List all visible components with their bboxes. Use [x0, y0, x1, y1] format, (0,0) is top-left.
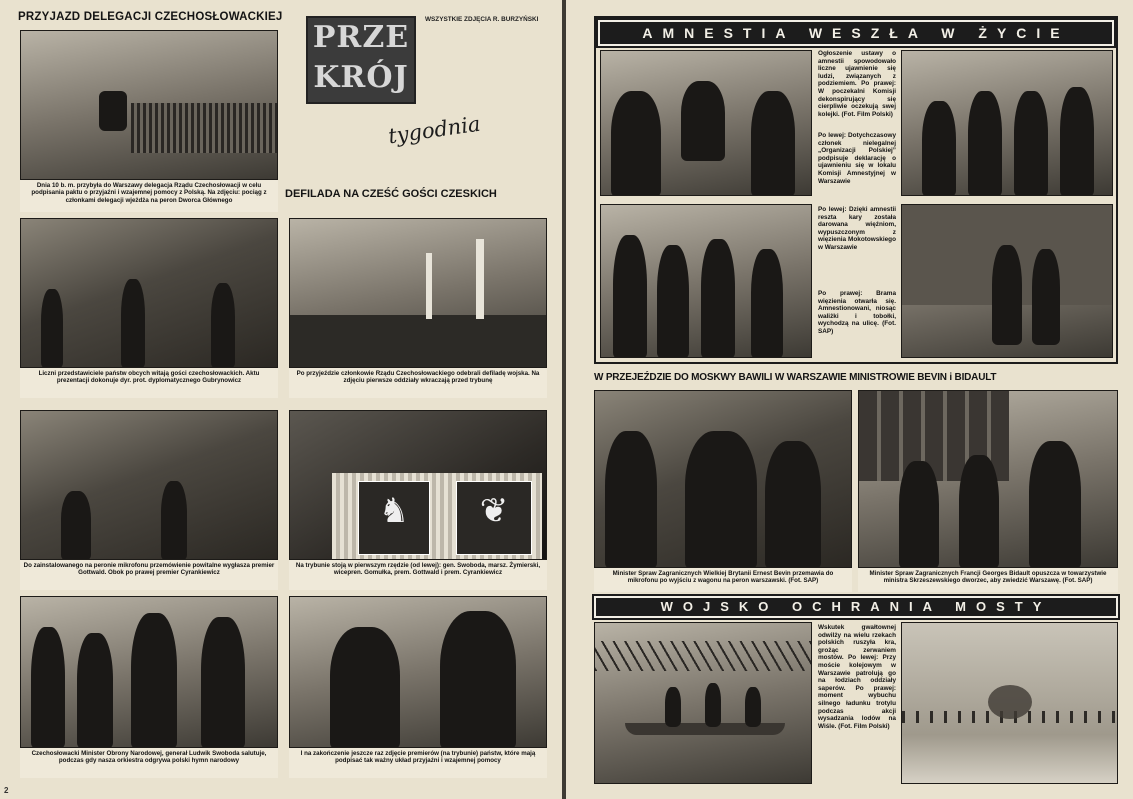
polish-eagle-emblem: ❦ — [456, 481, 532, 555]
przekroj-logo: PRZE KRÓJ — [306, 16, 416, 104]
amnesty-text-2: Po lewej: Dotychczasowy członek nielegalnej „Organizacji Polskiej” podpisuje deklarację o ujawnieniu się w lokalu Komisji Amnestyjnej w Warszawie — [818, 132, 896, 185]
photo-credit: WSZYSTKIE ZDJĘCIA R. BURZYŃSKI — [425, 16, 539, 23]
caption-microphone: Do zainstalowanego na peronie mikrofonu przemówienie powitalne wygłasza premier Gottwald. Obok po prawej premier Cyrankiewicz — [20, 560, 278, 590]
caption-premiers: I na zakończenie jeszcze raz zdjęcie premierów (na trybunie) państw, które mają podpisać tak ważny układ przyjaźni i wzajemnej pomocy — [289, 748, 547, 778]
caption-parade: Po przyjeździe członkowie Rządu Czechosłowackiego odebrali defiladę wojska. Na zdjęciu pierwsze oddziały wkraczają przed trybunę — [289, 368, 547, 398]
photo-parade — [289, 218, 547, 368]
headline-parade: DEFILADA NA CZEŚĆ GOŚCI CZESKICH — [285, 188, 497, 200]
caption-train-arrival: Dnia 10 b. m. przybyła do Warszawy delegacja Rządu Czechosłowacji w celu podpisania paktu o przyjaźni i wzajemnej pomocy z Polską. Na zdjęciu: pociąg z członkami delegacji wjeżdża na peron Dworca Głównego — [20, 180, 278, 212]
photo-bidault — [858, 390, 1118, 568]
czech-lion-emblem: ♞ — [358, 481, 430, 555]
photo-bevin — [594, 390, 852, 568]
photo-microphone — [20, 410, 278, 560]
left-page — [0, 0, 562, 799]
caption-bidault: Minister Spraw Zagranicznych Francji Georges Bidault opuszcza w towarzystwie ministra Skrzeszewskiego dworzec, aby zwiedzić Warszawę. (Fot. SAP) — [858, 568, 1118, 592]
army-text: Wskutek gwałtownej odwilży na wielu rzekach polskich ruszyła kra, grożąc zerwaniem mostów. Po lewej: Przy moście kolejowym w Warszawie patrolują go na łodziach oddziały saperów. Po prawej: moment wybuchu silnego ładunku trotylu podczas akcji wysadzania lodów na Wiśle. (Fot. Film Polski) — [818, 624, 896, 730]
right-page — [566, 0, 1133, 799]
photo-premiers — [289, 596, 547, 748]
photo-train-arrival — [20, 30, 278, 180]
amnesty-text-4: Po prawej: Brama więzienia otwarła się. Amnestionowani, niosąc waliżki i tobołki, wychodzą na ulicę. (Fot. SAP) — [818, 290, 896, 335]
photo-amnesty-declaration — [600, 50, 812, 196]
photo-prison-gate — [901, 204, 1113, 358]
logo-subtitle: tygodnia — [386, 111, 482, 149]
photo-ice-explosion — [901, 622, 1118, 784]
photo-tribune — [289, 410, 547, 560]
headline-czech-delegation: PRZYJAZD DELEGACJI CZECHOSŁOWACKIEJ — [18, 11, 283, 23]
photo-greeting — [20, 218, 278, 368]
page-number: 2 — [4, 786, 9, 795]
caption-greeting: Liczni przedstawiciele państw obcych witają gości czechosłowackich. Aktu prezentacji dokonuje dyr. prot. dyplomatycznego Gubrynowicz — [20, 368, 278, 398]
caption-bevin: Minister Spraw Zagranicznych Wielkiej Brytanii Ernest Bevin przemawia do mikrofonu po wyjściu z wagonu na peron warszawski. (Fot. SAP) — [594, 568, 852, 592]
banner-amnesty: AMNESTIA WESZŁA W ŻYCIE — [598, 20, 1114, 46]
photo-bridge-patrol — [594, 622, 812, 784]
photo-prisoners-released — [600, 204, 812, 358]
caption-tribune: Na trybunie stoją w pierwszym rzędzie (od lewej): gen. Swoboda, marsz. Żymierski, wicepren. Gomułka, prem. Gottwald i prem. Cyrankiewicz — [289, 560, 547, 590]
banner-army-bridges: WOJSKO OCHRANIA MOSTY — [594, 596, 1118, 618]
headline-ministers: W PRZEJEŹDZIE DO MOSKWY BAWILI W WARSZAWIE MINISTROWIE BEVIN i BIDAULT — [594, 372, 997, 383]
amnesty-text-1: Ogłoszenie ustawy o amnestii spowodowało liczne ujawnienie się ludzi, związanych z podziemiem. Po prawej: W poczekalni Komisji dekonspirujący się cierpliwie oczekują swej kolejki. (Fot. Film Polski) — [818, 50, 896, 118]
photo-minister-salute — [20, 596, 278, 748]
photo-amnesty-waiting — [901, 50, 1113, 196]
caption-minister-salute: Czechosłowacki Minister Obrony Narodowej, generał Ludwik Swoboda salutuje, podczas gdy nasza orkiestra odgrywa polski hymn narodowy — [20, 748, 278, 778]
amnesty-text-3: Po lewej: Dzięki amnestii reszta kary została darowana więźniom, wypuszczonym z więzienia Mokotowskiego w Warszawie — [818, 206, 896, 251]
